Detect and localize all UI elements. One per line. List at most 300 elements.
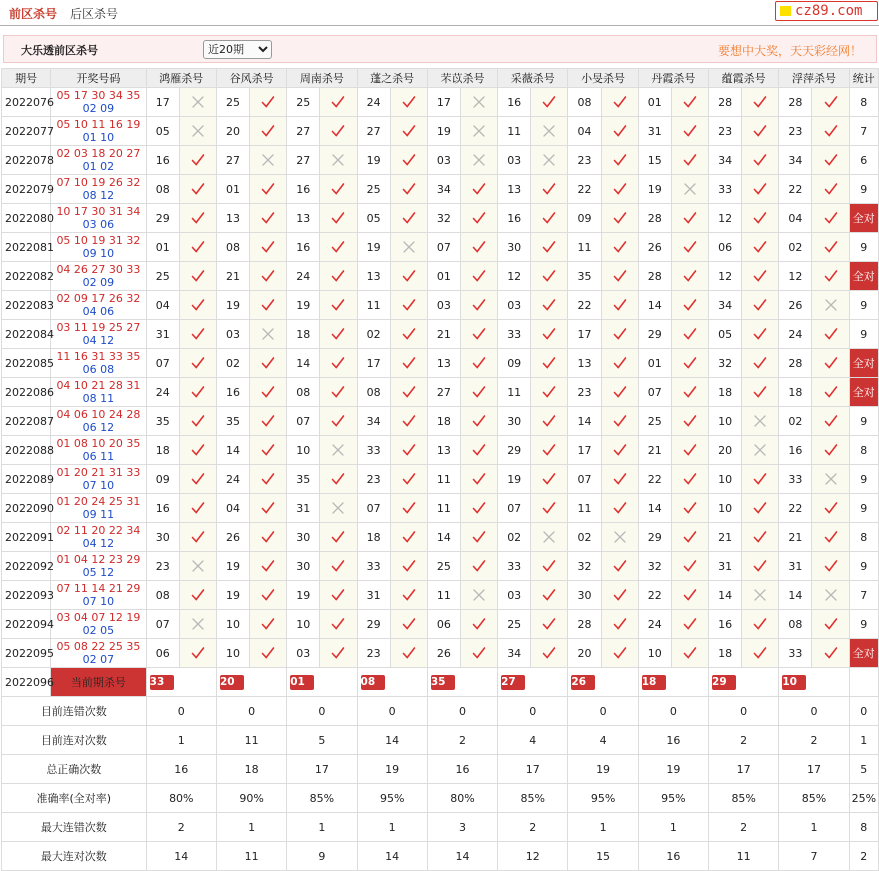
kill-number: 02 — [568, 523, 601, 552]
front-numbers: 07 11 14 21 29 — [56, 582, 141, 595]
table-row — [2, 436, 879, 465]
kill-number: 13 — [498, 175, 531, 204]
period-cell: 2022081 — [2, 233, 51, 262]
kill-result — [531, 407, 568, 436]
kill-result — [531, 291, 568, 320]
kill-result — [390, 204, 427, 233]
table-row — [2, 233, 879, 262]
check-icon — [613, 588, 627, 602]
kill-number: 34 — [357, 407, 390, 436]
kill-result — [531, 349, 568, 378]
table-row — [2, 378, 879, 407]
check-icon — [331, 356, 345, 370]
row-stat: 9 — [849, 610, 878, 639]
kill-number: 19 — [216, 291, 249, 320]
kill-number: 22 — [568, 175, 601, 204]
check-icon — [472, 385, 486, 399]
check-icon — [472, 472, 486, 486]
tab-front-kill[interactable]: 前区杀号 — [9, 7, 58, 21]
kill-number: 14 — [287, 349, 320, 378]
kill-number: 21 — [427, 320, 460, 349]
stat-value: 2 — [498, 813, 568, 842]
back-numbers: 08 11 — [82, 392, 115, 405]
kill-number: 18 — [709, 378, 742, 407]
row-stat: 9 — [849, 465, 878, 494]
check-icon — [542, 211, 556, 225]
kill-result — [390, 407, 427, 436]
tab-back-kill[interactable]: 后区杀号 — [70, 7, 119, 21]
check-icon — [824, 327, 838, 341]
col-expert: 小旻杀号 — [568, 69, 638, 88]
kill-result — [250, 552, 287, 581]
kill-number: 19 — [357, 146, 390, 175]
stat-value: 12 — [498, 842, 568, 871]
check-icon — [753, 153, 767, 167]
kill-result — [320, 262, 357, 291]
check-icon — [402, 327, 416, 341]
kill-number: 14 — [216, 436, 249, 465]
check-icon — [261, 356, 275, 370]
stat-value: 95% — [568, 784, 638, 813]
cross-icon — [261, 327, 275, 341]
stat-value: 2 — [146, 813, 216, 842]
current-kill-number: 29 — [712, 675, 736, 690]
kill-number: 13 — [216, 204, 249, 233]
stat-label: 准确率(全对率) — [2, 784, 147, 813]
kill-number: 31 — [146, 320, 179, 349]
kill-number: 31 — [709, 552, 742, 581]
kill-number: 32 — [568, 552, 601, 581]
draw-cell — [51, 581, 146, 610]
check-icon — [261, 559, 275, 573]
kill-number: 32 — [709, 349, 742, 378]
cross-icon — [472, 588, 486, 602]
kill-number: 17 — [568, 320, 601, 349]
kill-result — [531, 378, 568, 407]
kill-result — [320, 146, 357, 175]
kill-result — [671, 581, 708, 610]
kill-number: 04 — [216, 494, 249, 523]
kill-number: 29 — [638, 320, 671, 349]
kill-number: 07 — [146, 610, 179, 639]
current-kill-number: 01 — [290, 675, 314, 690]
stat-value: 1 — [568, 813, 638, 842]
kill-number: 08 — [146, 581, 179, 610]
period-cell: 2022088 — [2, 436, 51, 465]
check-icon — [683, 95, 697, 109]
back-numbers: 04 12 — [82, 334, 115, 347]
kill-result — [601, 436, 638, 465]
check-icon — [402, 95, 416, 109]
stat-value: 11 — [216, 726, 286, 755]
table-row — [2, 407, 879, 436]
col-expert: 鸿雁杀号 — [146, 69, 216, 88]
kill-number: 14 — [779, 581, 812, 610]
kill-result — [531, 175, 568, 204]
check-icon — [542, 182, 556, 196]
check-icon — [753, 240, 767, 254]
table-row — [2, 581, 879, 610]
back-numbers: 07 10 — [82, 479, 115, 492]
stat-value: 1 — [357, 813, 427, 842]
kill-number: 05 — [146, 117, 179, 146]
kill-number: 26 — [638, 233, 671, 262]
kill-number: 18 — [427, 407, 460, 436]
kill-number: 07 — [498, 494, 531, 523]
kill-number: 25 — [146, 262, 179, 291]
kill-number: 06 — [146, 639, 179, 668]
current-kill-cell — [146, 668, 216, 697]
col-expert: 浮萍杀号 — [779, 69, 849, 88]
kill-result — [250, 581, 287, 610]
period-cell: 2022094 — [2, 610, 51, 639]
check-icon — [472, 530, 486, 544]
kill-number: 16 — [709, 610, 742, 639]
kill-result — [601, 494, 638, 523]
table-row — [2, 523, 879, 552]
kill-result — [742, 291, 779, 320]
kill-number: 17 — [568, 436, 601, 465]
kill-result — [742, 639, 779, 668]
stat-value: 25% — [849, 784, 878, 813]
stat-value: 16 — [146, 755, 216, 784]
check-icon — [542, 327, 556, 341]
kill-number: 34 — [498, 639, 531, 668]
check-icon — [753, 298, 767, 312]
check-icon — [191, 588, 205, 602]
period-cell: 2022090 — [2, 494, 51, 523]
draw-cell — [51, 233, 146, 262]
check-icon — [402, 211, 416, 225]
kill-result — [671, 552, 708, 581]
logo-text: cz89.com — [795, 3, 863, 19]
stat-value: 80% — [427, 784, 497, 813]
stat-value: 11 — [216, 842, 286, 871]
draw-cell — [51, 378, 146, 407]
row-stat: 全对 — [849, 349, 878, 378]
kill-number: 14 — [709, 581, 742, 610]
kill-result — [320, 581, 357, 610]
kill-number: 22 — [638, 465, 671, 494]
stat-value: 1 — [146, 726, 216, 755]
check-icon — [191, 414, 205, 428]
kill-result — [601, 465, 638, 494]
kill-result — [601, 262, 638, 291]
title-bar — [3, 35, 877, 63]
check-icon — [331, 646, 345, 660]
kill-result — [390, 523, 427, 552]
stat-value: 17 — [779, 755, 849, 784]
front-numbers: 10 17 30 31 34 — [56, 205, 141, 218]
check-icon — [402, 646, 416, 660]
current-kill-cell — [568, 668, 638, 697]
stat-value: 95% — [638, 784, 708, 813]
kill-number: 28 — [638, 262, 671, 291]
kill-number: 23 — [779, 117, 812, 146]
kill-result — [179, 146, 216, 175]
kill-number: 22 — [779, 175, 812, 204]
stat-value: 16 — [638, 726, 708, 755]
check-icon — [402, 124, 416, 138]
draw-cell — [51, 88, 146, 117]
stat-value: 90% — [216, 784, 286, 813]
kill-number: 07 — [427, 233, 460, 262]
kill-result — [671, 378, 708, 407]
stat-value: 0 — [849, 697, 878, 726]
check-icon — [331, 414, 345, 428]
kill-number: 03 — [498, 291, 531, 320]
col-expert: 采薇杀号 — [498, 69, 568, 88]
check-icon — [472, 298, 486, 312]
check-icon — [753, 617, 767, 631]
cross-icon — [613, 530, 627, 544]
check-icon — [542, 472, 556, 486]
kill-result — [812, 349, 849, 378]
kill-number: 16 — [498, 88, 531, 117]
kill-result — [601, 639, 638, 668]
kill-result — [179, 233, 216, 262]
kill-result — [390, 233, 427, 262]
kill-number: 20 — [216, 117, 249, 146]
check-icon — [824, 617, 838, 631]
kill-result — [671, 175, 708, 204]
kill-result — [531, 494, 568, 523]
check-icon — [261, 501, 275, 515]
check-icon — [472, 443, 486, 457]
current-kill-number: 18 — [642, 675, 666, 690]
check-icon — [402, 182, 416, 196]
stat-value: 1 — [779, 813, 849, 842]
kill-result — [390, 378, 427, 407]
cross-icon — [191, 559, 205, 573]
kill-result — [601, 146, 638, 175]
draw-cell — [51, 320, 146, 349]
site-logo[interactable] — [775, 1, 878, 21]
check-icon — [542, 559, 556, 573]
stat-label: 总正确次数 — [2, 755, 147, 784]
kill-result — [390, 146, 427, 175]
kill-result — [601, 291, 638, 320]
table-row — [2, 291, 879, 320]
kill-number: 33 — [498, 552, 531, 581]
kill-number: 23 — [146, 552, 179, 581]
front-numbers: 03 11 19 25 27 — [56, 321, 141, 334]
check-icon — [402, 385, 416, 399]
kill-number: 22 — [638, 581, 671, 610]
table-row — [2, 465, 879, 494]
kill-number: 04 — [146, 291, 179, 320]
row-stat: 全对 — [849, 262, 878, 291]
cross-icon — [402, 240, 416, 254]
kill-number: 25 — [427, 552, 460, 581]
kill-result — [179, 349, 216, 378]
kill-number: 24 — [357, 88, 390, 117]
kill-result — [179, 117, 216, 146]
check-icon — [753, 530, 767, 544]
kill-number: 10 — [287, 610, 320, 639]
kill-result — [601, 407, 638, 436]
draw-cell — [51, 407, 146, 436]
stat-label: 最大连错次数 — [2, 813, 147, 842]
row-stat: 9 — [849, 291, 878, 320]
check-icon — [331, 559, 345, 573]
check-icon — [472, 646, 486, 660]
stat-value: 4 — [568, 726, 638, 755]
kill-result — [671, 639, 708, 668]
kill-result — [742, 349, 779, 378]
kill-result — [460, 552, 497, 581]
kill-result — [250, 465, 287, 494]
kill-number: 19 — [638, 175, 671, 204]
kill-number: 30 — [498, 233, 531, 262]
kill-result — [179, 610, 216, 639]
check-icon — [613, 559, 627, 573]
kill-number: 06 — [427, 610, 460, 639]
current-label: 当前期杀号 — [51, 668, 146, 697]
kill-result — [250, 610, 287, 639]
stat-value: 5 — [849, 755, 878, 784]
current-kill-cell — [498, 668, 568, 697]
kill-result — [390, 436, 427, 465]
kill-result — [601, 204, 638, 233]
stat-value: 85% — [287, 784, 357, 813]
kill-result — [671, 523, 708, 552]
kill-number: 33 — [357, 436, 390, 465]
kill-result — [460, 175, 497, 204]
period-cell: 2022078 — [2, 146, 51, 175]
period-cell: 2022085 — [2, 349, 51, 378]
current-kill-cell — [287, 668, 357, 697]
check-icon — [331, 211, 345, 225]
kill-result — [320, 494, 357, 523]
kill-number: 19 — [216, 552, 249, 581]
front-numbers: 02 09 17 26 32 — [56, 292, 141, 305]
kill-number: 27 — [287, 117, 320, 146]
kill-result — [601, 88, 638, 117]
check-icon — [753, 269, 767, 283]
kill-result — [250, 320, 287, 349]
front-numbers: 04 10 21 28 31 — [56, 379, 141, 392]
table-row — [2, 88, 879, 117]
kill-number: 27 — [287, 146, 320, 175]
kill-number: 03 — [427, 291, 460, 320]
check-icon — [331, 385, 345, 399]
kill-result — [390, 349, 427, 378]
stat-value: 19 — [638, 755, 708, 784]
back-numbers: 04 12 — [82, 537, 115, 550]
kill-number: 19 — [427, 117, 460, 146]
kill-result — [812, 233, 849, 262]
kill-result — [179, 407, 216, 436]
kill-result — [531, 465, 568, 494]
kill-number: 07 — [287, 407, 320, 436]
check-icon — [753, 472, 767, 486]
check-icon — [331, 588, 345, 602]
check-icon — [191, 356, 205, 370]
check-icon — [683, 443, 697, 457]
front-numbers: 05 17 30 34 35 — [56, 89, 141, 102]
table-row — [2, 639, 879, 668]
check-icon — [542, 501, 556, 515]
kill-result — [531, 320, 568, 349]
check-icon — [824, 501, 838, 515]
kill-result — [179, 494, 216, 523]
cross-icon — [331, 501, 345, 515]
kill-number: 27 — [216, 146, 249, 175]
check-icon — [824, 182, 838, 196]
kill-number: 01 — [638, 88, 671, 117]
kill-number: 18 — [357, 523, 390, 552]
draw-cell — [51, 639, 146, 668]
kill-number: 13 — [357, 262, 390, 291]
front-numbers: 04 26 27 30 33 — [56, 263, 141, 276]
draw-cell — [51, 175, 146, 204]
back-numbers: 02 09 — [82, 276, 115, 289]
check-icon — [472, 501, 486, 515]
period-select[interactable] — [203, 40, 272, 59]
check-icon — [261, 124, 275, 138]
kill-number: 33 — [498, 320, 531, 349]
stat-value: 85% — [709, 784, 779, 813]
check-icon — [402, 269, 416, 283]
period-cell: 2022086 — [2, 378, 51, 407]
check-icon — [824, 269, 838, 283]
check-icon — [191, 443, 205, 457]
kill-result — [671, 233, 708, 262]
back-numbers: 02 05 — [82, 624, 115, 637]
kill-number: 07 — [357, 494, 390, 523]
kill-result — [460, 262, 497, 291]
check-icon — [613, 269, 627, 283]
kill-result — [320, 523, 357, 552]
kill-result — [671, 436, 708, 465]
kill-number: 17 — [357, 349, 390, 378]
stat-value: 85% — [779, 784, 849, 813]
stat-value: 3 — [427, 813, 497, 842]
kill-number: 33 — [779, 639, 812, 668]
kill-result — [812, 175, 849, 204]
kill-result — [742, 465, 779, 494]
check-icon — [472, 617, 486, 631]
check-icon — [542, 269, 556, 283]
row-stat: 全对 — [849, 639, 878, 668]
kill-result — [812, 117, 849, 146]
row-stat: 9 — [849, 175, 878, 204]
kill-number: 02 — [216, 349, 249, 378]
kill-result — [671, 117, 708, 146]
cross-icon — [472, 95, 486, 109]
kill-number: 08 — [146, 175, 179, 204]
stat-row — [2, 755, 879, 784]
check-icon — [683, 269, 697, 283]
table-row — [2, 320, 879, 349]
check-icon — [683, 472, 697, 486]
kill-result — [812, 552, 849, 581]
check-icon — [683, 240, 697, 254]
front-numbers: 05 10 11 16 19 — [56, 118, 141, 131]
kill-number: 29 — [357, 610, 390, 639]
kill-number: 03 — [498, 146, 531, 175]
kill-result — [742, 146, 779, 175]
check-icon — [683, 124, 697, 138]
row-stat: 9 — [849, 233, 878, 262]
check-icon — [613, 501, 627, 515]
front-numbers: 04 06 10 24 28 — [56, 408, 141, 421]
front-numbers: 01 08 10 20 35 — [56, 437, 141, 450]
cross-icon — [191, 95, 205, 109]
check-icon — [824, 414, 838, 428]
kill-result — [671, 610, 708, 639]
